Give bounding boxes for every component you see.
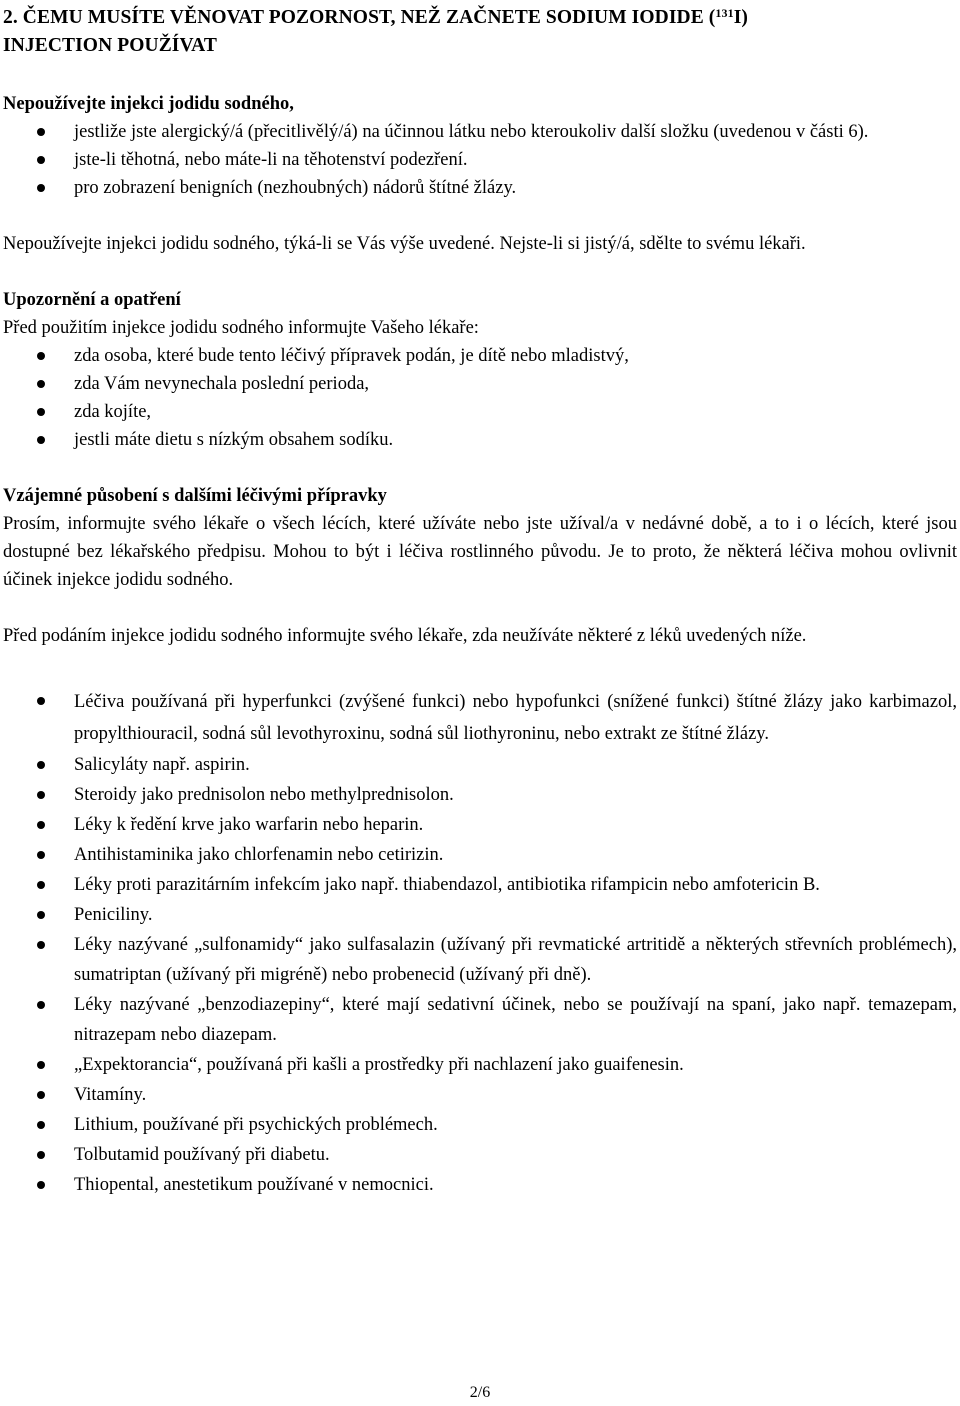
bullet-icon	[37, 184, 45, 192]
list-item: Salicyláty např. aspirin.	[3, 750, 957, 780]
list-item: Léčiva používaná při hyperfunkci (zvýšené funkci) nebo hypofunkci (snížené funkci) štítné žlázy jako karbimazol, propylthiouracil, sodná sůl levothyroxinu, sodná sůl liothyroninu, nebo extrakt ze štítné žlázy.	[3, 686, 957, 750]
bullet-icon	[37, 1151, 45, 1159]
list-item: zda osoba, které bude tento léčivý přípravek podán, je dítě nebo mladistvý,	[3, 342, 957, 370]
list-item: Tolbutamid používaný při diabetu.	[3, 1140, 957, 1170]
bullet-icon	[37, 380, 45, 388]
list-item: Léky k ředění krve jako warfarin nebo heparin.	[3, 810, 957, 840]
document-page	[3, 0, 957, 1200]
bullet-icon	[37, 1091, 45, 1099]
bullet-icon	[37, 1061, 45, 1069]
list-item: jste-li těhotná, nebo máte-li na těhotenství podezření.	[3, 146, 957, 174]
list-item: zda Vám nevynechala poslední perioda,	[3, 370, 957, 398]
warnings-title: Upozornění a opatření	[3, 290, 181, 310]
bullet-icon	[37, 791, 45, 799]
isotope-superscript: 131	[715, 6, 734, 20]
bullet-icon	[37, 1121, 45, 1129]
bullet-icon	[37, 761, 45, 769]
list-item: Steroidy jako prednisolon nebo methylprednisolon.	[3, 780, 957, 810]
list-item: Peniciliny.	[3, 900, 957, 930]
page-number: 2/6	[469, 1384, 491, 1401]
heading-line2: INJECTION POUŽÍVAT	[3, 35, 217, 56]
bullet-icon	[37, 1181, 45, 1189]
bullet-icon	[37, 1001, 45, 1009]
warnings-list	[3, 342, 957, 454]
list-item: Léky proti parazitárním infekcím jako např. thiabendazol, antibiotika rifampicin nebo amfotericin B.	[3, 870, 957, 900]
bullet-icon	[37, 941, 45, 949]
bullet-icon	[37, 436, 45, 444]
list-item: Léky nazývané „sulfonamidy“ jako sulfasalazin (užívaný při revmatické artritidě a některých střevních problémech), sumatriptan (užívaný při migréně) nebo probenecid (užívaný při dně).	[3, 930, 957, 990]
list-item: Lithium, používané při psychických problémech.	[3, 1110, 957, 1140]
bullet-icon	[37, 911, 45, 919]
interactions-title: Vzájemné působení s dalšími léčivými přípravky	[3, 486, 387, 506]
list-item: „Expektorancia“, používaná při kašli a prostředky při nachlazení jako guaifenesin.	[3, 1050, 957, 1080]
list-item: pro zobrazení benigních (nezhoubných) nádorů štítné žlázy.	[3, 174, 957, 202]
warnings-intro: Před použitím injekce jodidu sodného informujte Vašeho lékaře:	[3, 318, 479, 338]
bullet-icon	[37, 697, 45, 705]
list-item: zda kojíte,	[3, 398, 957, 426]
contraindications-note: Nepoužívejte injekci jodidu sodného, týká-li se Vás výše uvedené. Nejste-li si jistý/á, sdělte to svému lékaři.	[3, 234, 806, 254]
section-heading	[3, 0, 957, 60]
interactions-paragraph: Prosím, informujte svého lékaře o všech lécích, které užíváte nebo jste užíval/a v nedávné době, a to i o lécích, které jsou dostupné bez lékařského předpisu. Mohou to být i léčiva rostlinného původu. Je to proto, že některá léčiva mohou ovlivnit účinek injekce jodidu sodného.	[3, 514, 957, 590]
interactions-intro: Před podáním injekce jodidu sodného informujte svého lékaře, zda neužíváte některé z léků uvedených níže.	[3, 626, 807, 646]
contraindications-list	[3, 118, 957, 202]
bullet-icon	[37, 821, 45, 829]
contraindications-title: Nepoužívejte injekci jodidu sodného,	[3, 94, 294, 114]
heading-element: I)	[733, 7, 748, 28]
bullet-icon	[37, 352, 45, 360]
list-item: Thiopental, anestetikum používané v nemocnici.	[3, 1170, 957, 1200]
list-item: Vitamíny.	[3, 1080, 957, 1110]
bullet-icon	[37, 881, 45, 889]
bullet-icon	[37, 851, 45, 859]
list-item: Léky nazývané „benzodiazepiny“, které mají sedativní účinek, nebo se používají na spaní, jako např. temazepam, nitrazepam nebo diazepam.	[3, 990, 957, 1050]
bullet-icon	[37, 128, 45, 136]
list-item: Antihistaminika jako chlorfenamin nebo cetirizin.	[3, 840, 957, 870]
bullet-icon	[37, 408, 45, 416]
interactions-list	[3, 686, 957, 1200]
list-item: jestliže jste alergický/á (přecitlivělý/á) na účinnou látku nebo kteroukoliv další složku (uvedenou v části 6).	[3, 118, 957, 146]
bullet-icon	[37, 156, 45, 164]
list-item: jestli máte dietu s nízkým obsahem sodíku.	[3, 426, 957, 454]
heading-prefix: 2. ČEMU MUSÍTE VĚNOVAT POZORNOST, NEŽ ZAČNETE SODIUM IODIDE (	[3, 7, 716, 28]
